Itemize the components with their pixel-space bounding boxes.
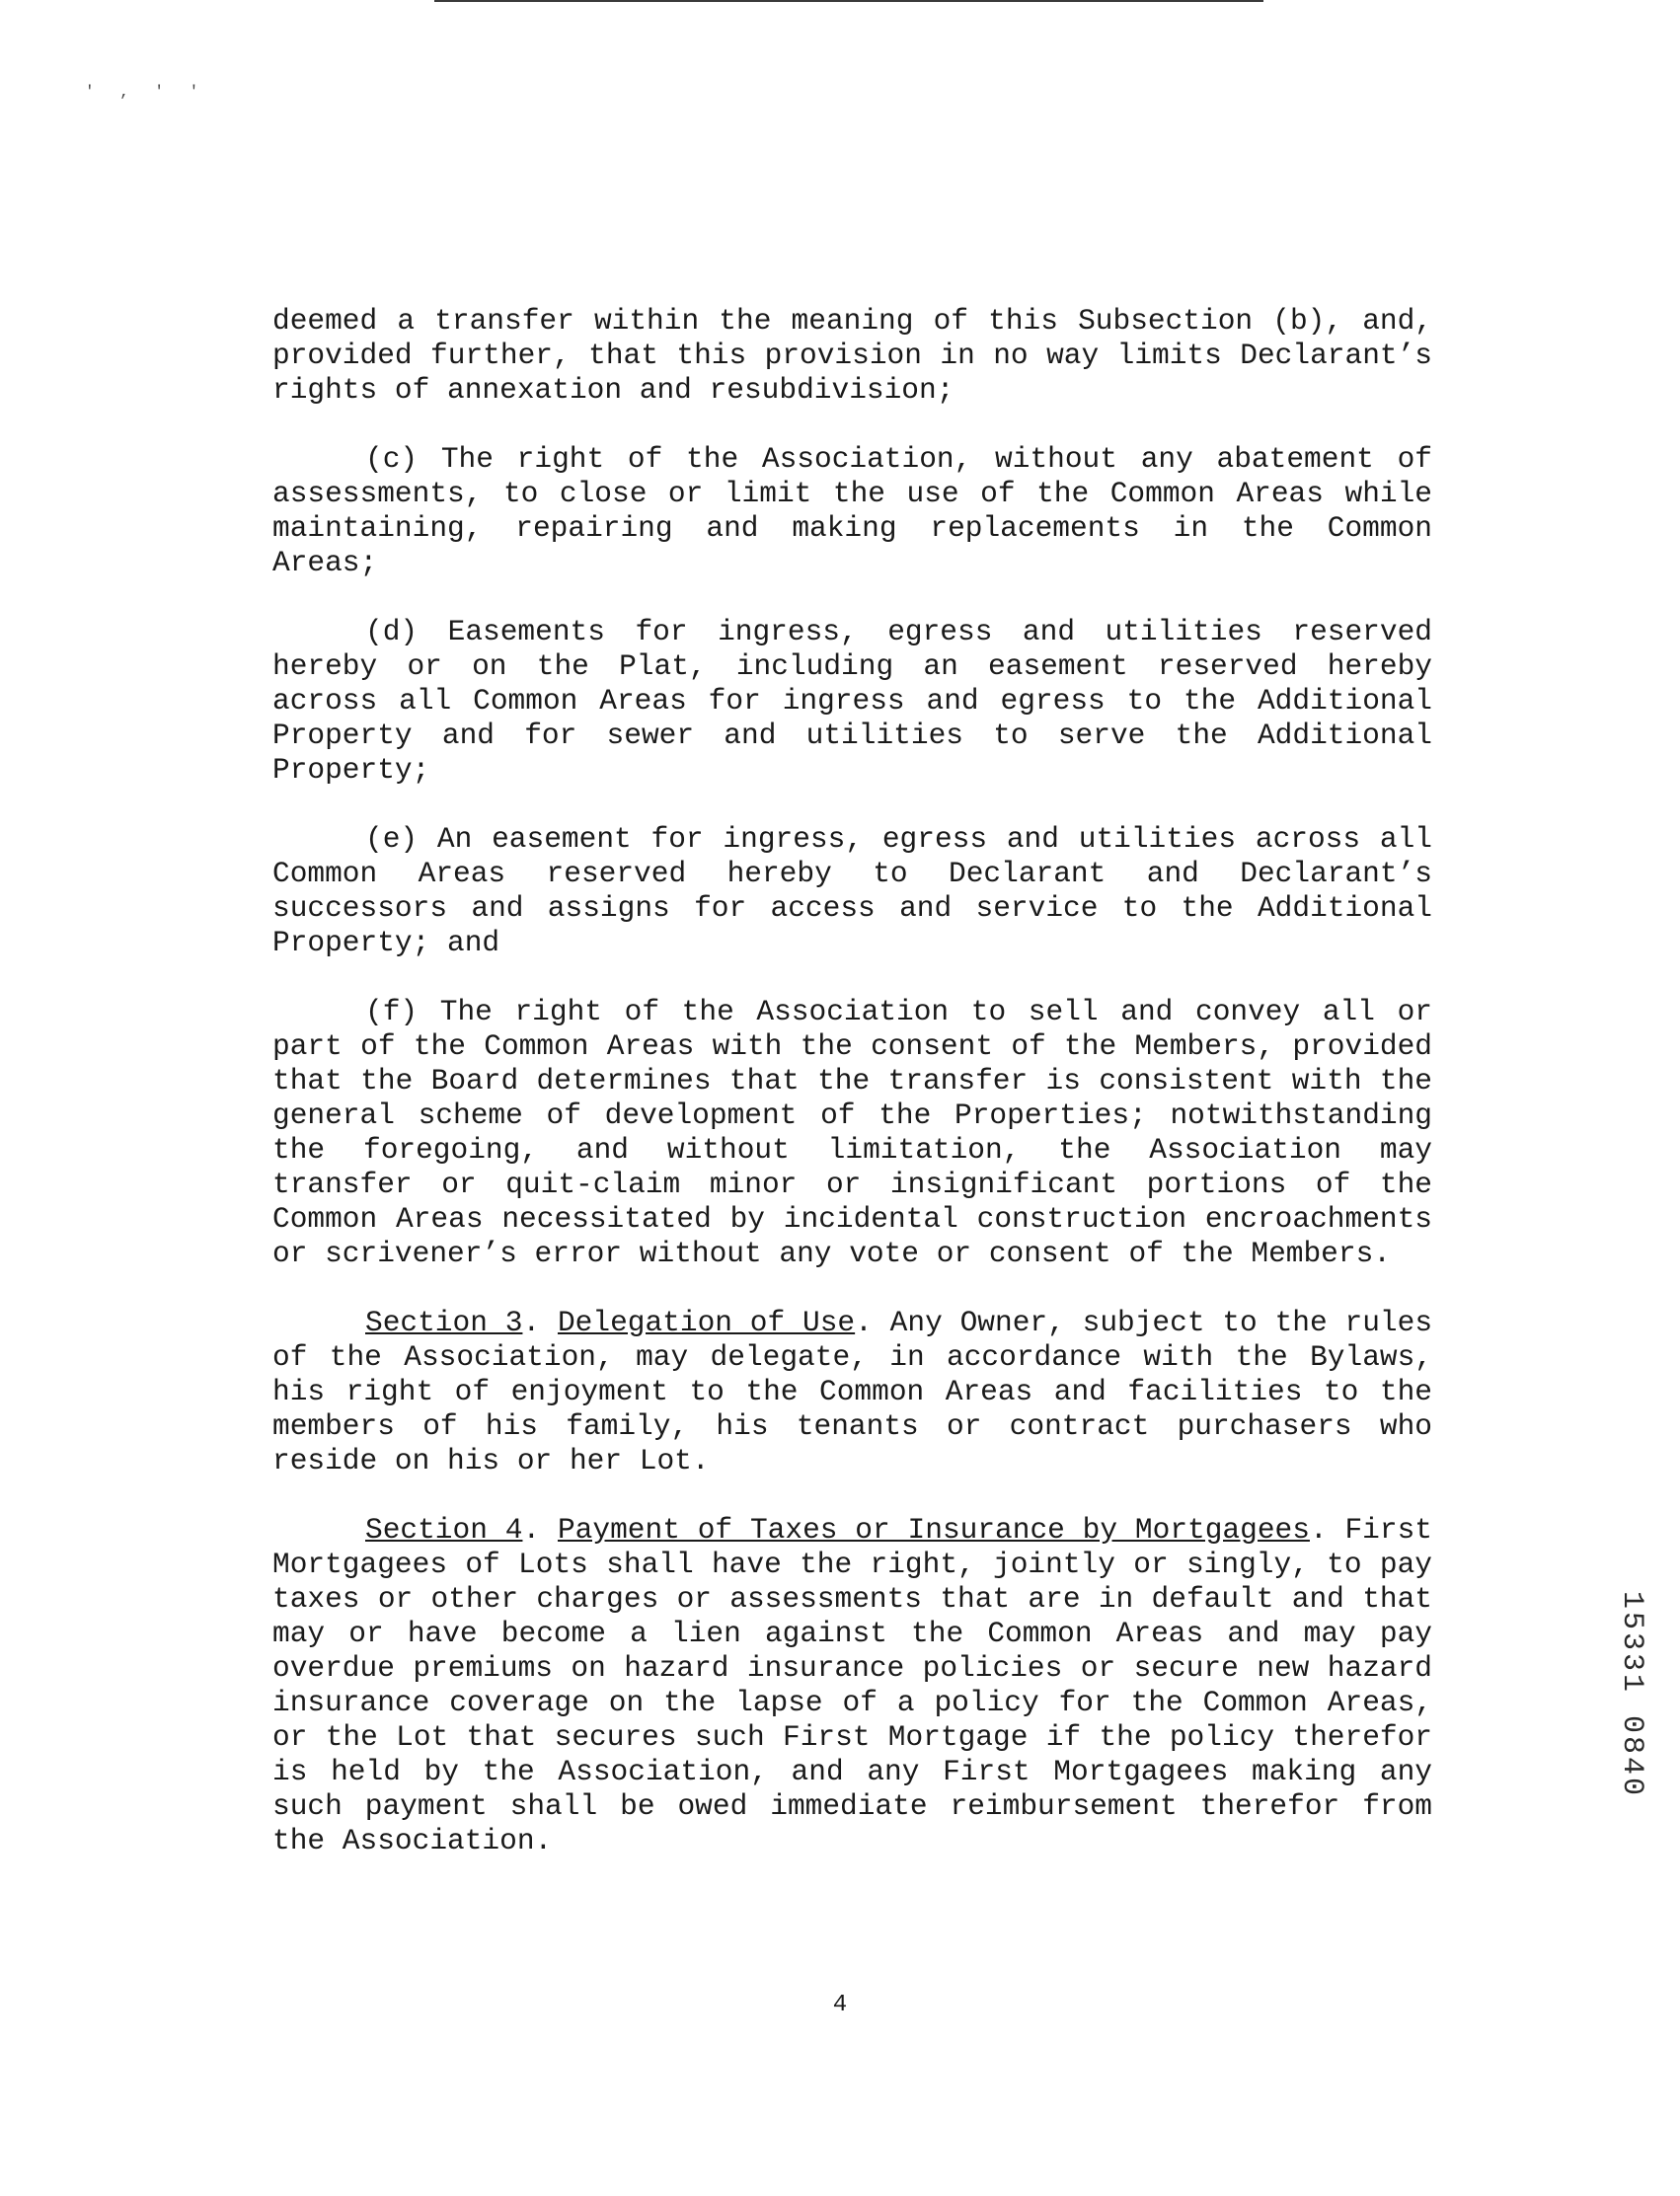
- paragraph-f: (f) The right of the Association to sell and convey all or part of the Common Areas with the consent of the Members, provided that the Board determines that the transfer is consistent with the general scheme of development of the Properties; notwithstanding the foregoing, and without limitation, the Association may transfer or quit-claim minor or insignificant portions of the Common Areas necessitated by incidental construction encroachments or scrivener’s error without any vote or consent of the Members.: [272, 995, 1432, 1270]
- page-number: 4: [832, 1992, 848, 2018]
- paragraph-e: (e) An easement for ingress, egress and utilities across all Common Areas reserved hereby to Declarant and Declarant’s successors and assigns for access and service to the Additional Property; and: [272, 822, 1432, 959]
- paragraph-b-continued: deemed a transfer within the meaning of this Subsection (b), and, provided further, that this provision in no way limits Declarant’s rights of annexation and resubdivision;: [272, 304, 1432, 407]
- recording-stamp: [1615, 1591, 1648, 1857]
- document-body: [272, 304, 1432, 1893]
- section-4: Section 4. Payment of Taxes or Insurance by Mortgagees. First Mortgagees of Lots shall have the right, jointly or singly, to pay taxes or other charges or assessments that are in default and that may or have become a lien against the Common Areas and may pay overdue premiums on hazard insurance policies or secure new hazard insurance coverage on the lapse of a policy for the Common Areas, or the Lot that secures such First Mortgage if the policy therefor is held by the Association, and any First Mortgagees making any such payment shall be owed immediate reimbursement therefor from the Association.: [272, 1513, 1432, 1857]
- paragraph-d: (d) Easements for ingress, egress and utilities reserved hereby or on the Plat, including an easement reserved hereby across all Common Areas for ingress and egress to the Additional Property and for sewer and utilities to serve the Additional Property;: [272, 615, 1432, 787]
- section-4-number: Section 4: [365, 1513, 523, 1547]
- section-3-number: Section 3: [365, 1306, 523, 1339]
- paragraph-c: (c) The right of the Association, without any abatement of assessments, to close or limit the use of the Common Areas while maintaining, repairing and making replacements in the Common Areas;: [272, 442, 1432, 579]
- corner-marks: ' , ' ': [85, 83, 207, 101]
- recording-stamp-text: 15331 0840: [1615, 1591, 1648, 1799]
- section-3-text: Any Owner, subject to the rules of the Association, may delegate, in accordance with the Bylaws, his right of enjoyment to the Common Areas and facilities to the members of his family, his tenants or contract purchasers who reside on his or her Lot.: [272, 1306, 1433, 1477]
- section-4-text: First Mortgagees of Lots shall have the right, jointly or singly, to pay taxes or other charges or assessments that are in default and that may or have become a lien against the Common Areas and may pay overdue premiums on hazard insurance policies or secure new hazard insurance coverage on the lapse of a policy for the Common Areas, or the Lot that secures such First Mortgage if the policy therefor is held by the Association, and any First Mortgagees making any such payment shall be owed immediate reimbursement therefor from the Association.: [272, 1513, 1432, 1857]
- section-3: Section 3. Delegation of Use. Any Owner, subject to the rules of the Association, may delegate, in accordance with the Bylaws, his right of enjoyment to the Common Areas and facilities to the members of his family, his tenants or contract purchasers who reside on his or her Lot.: [272, 1306, 1433, 1477]
- section-3-title: Delegation of Use: [557, 1306, 856, 1339]
- scan-top-edge: [434, 0, 1263, 2]
- section-4-title: Payment of Taxes or Insurance by Mortgagees: [557, 1513, 1310, 1547]
